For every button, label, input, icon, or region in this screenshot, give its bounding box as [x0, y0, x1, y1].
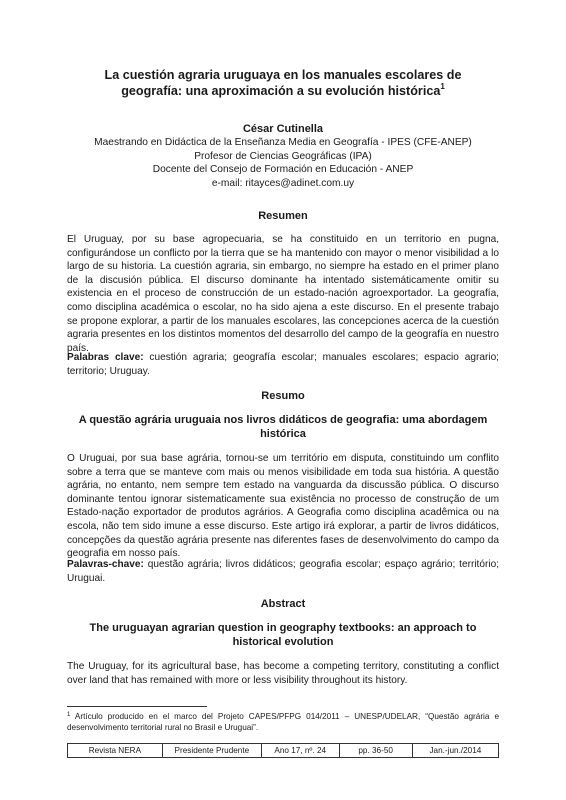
- resumo-body: O Uruguai, por sua base agrária, tornou-se um território em disputa, constituindo um conflito sobre a terra que se manteve com mais ou menos visibilidade em toda sua história. A questão agrária, no entanto, nem sempre tem estado na vanguarda da discussão pública. O discurso dominante tentou ignorar sistematicamente sua existência no processo de construção de um Estado-nação exportador de produtos agrários. A Geografia como disciplina acadêmica ou na escola, não tem sido imune a esse discurso. Este artigo irá explorar, a partir de livros didáticos, concepções da questão agrária presente nas diferentes fases de desenvolvimento do campo da geografia em nosso país.: [67, 453, 499, 560]
- article-title: [70, 67, 496, 99]
- author-email: e-mail: ritayces@adinet.com.uy: [211, 177, 355, 189]
- affiliation-line-2: Profesor de Ciencias Geográficas (IPA): [194, 150, 372, 162]
- footer-pages: pp. 36-50: [339, 744, 412, 758]
- footnote-divider: [67, 706, 207, 707]
- footnote-marker: 1: [67, 712, 71, 718]
- journal-footer: [67, 743, 499, 758]
- resumo-subtitle: A questão agrária uruguaia nos livros didáticos de geografia: uma abordagem histórica: [78, 414, 488, 440]
- resumen-body: El Uruguay, por su base agropecuaria, se ha constituido en un territorio en pugna, configurándose un conflicto por la tierra que se ha mantenido con mayor o menor visibilidad a lo largo de su historia. La cuestión agraria, sin embargo, no siempre ha estado en el primer plano de la discusión pública. El discurso dominante ha intentado sistemáticamente omitir su existencia en el proceso de construcción de un estado-nación agroexportador. La geografía, como disciplina académica o escolar, no ha sido ajena a este discurso. En el presente trabajo se propone explorar, a partir de los manuales escolares, las concepciones acerca de la cuestión agraria presentes en los distintos momentos del desarrollo del campo de la geografía en nuestro país.: [67, 234, 499, 354]
- resumo-keywords-text: questão agrária; livros didáticos; geografia escolar; espaço agrário; território; Uruguai.: [67, 559, 499, 584]
- resumen-keywords: [67, 351, 499, 378]
- author-name: César Cutinella: [242, 123, 324, 135]
- resumen-keywords-text: cuestión agraria; geografía escolar; manuales escolares; espacio agrario; territorio; Uruguay.: [67, 352, 499, 377]
- resumen-heading: Resumen: [258, 210, 308, 222]
- affiliation-line-1: Maestrando en Didáctica de la Enseñanza Media en Geografía - IPES (CFE-ANEP): [94, 137, 472, 148]
- resumo-heading: Resumo: [261, 390, 305, 402]
- resumo-keywords: [67, 558, 499, 585]
- footer-journal: Revista NERA: [68, 744, 163, 758]
- resumen-keywords-label: Palabras clave:: [67, 352, 144, 363]
- abstract-heading: Abstract: [260, 598, 306, 610]
- footnote-text: Artículo producido en el marco del Projeto CAPES/PFPG 014/2011 – UNESP/UDELAR, “Questão agrária e desenvolvimento territorial rural no Brasil e Uruguai”.: [67, 712, 499, 732]
- affiliation-line-3: Docente del Consejo de Formación en Educación - ANEP: [152, 164, 414, 175]
- title-line-1: La cuestión agraria uruguaya en los manuales escolares de: [104, 68, 462, 82]
- title-footnote-marker[interactable]: 1: [440, 82, 445, 91]
- resumo-keywords-label: Palavras-chave:: [67, 559, 144, 570]
- title-line-2-text: geografía: una aproximación a su evolución histórica: [121, 84, 441, 98]
- abstract-body: The Uruguay, for its agricultural base, has become a competing territory, constituting a conflict over land that has remained with more or less visibility throughout its history.: [67, 661, 499, 686]
- journal-footer-row: [68, 744, 499, 758]
- abstract-subtitle: The uruguayan agrarian question in geography textbooks: an approach to historical evolution: [89, 622, 477, 648]
- footnote: [67, 711, 499, 733]
- author-affiliation: [40, 136, 526, 190]
- footer-volume: Ano 17, nº. 24: [261, 744, 339, 758]
- title-line-2: [70, 83, 496, 99]
- footer-city: Presidente Prudente: [162, 744, 261, 758]
- footer-date: Jan.-jun./2014: [412, 744, 498, 758]
